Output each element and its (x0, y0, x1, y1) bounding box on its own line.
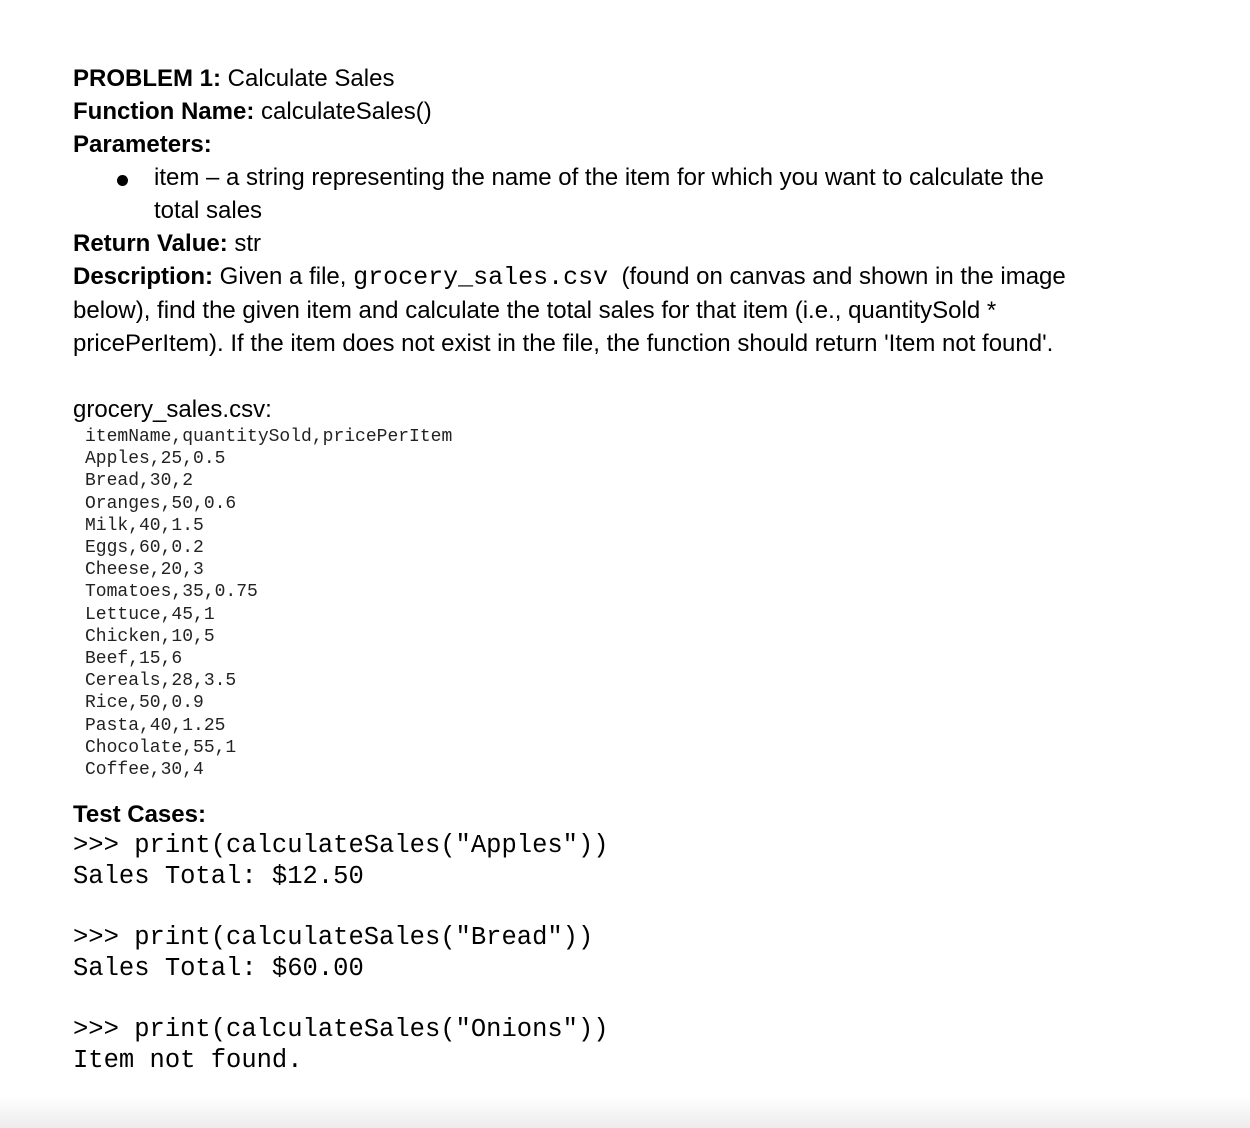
csv-content (85, 426, 1193, 781)
return-value-value: str (227, 230, 262, 257)
csv-line: Cereals,28,3.5 (85, 671, 237, 692)
csv-line: Chocolate,55,1 (85, 737, 237, 758)
csv-line: Rice,50,0.9 (85, 693, 204, 714)
csv-line: Oranges,50,0.6 (85, 493, 237, 514)
csv-title: grocery_sales.csv: (73, 396, 272, 423)
csv-line: Chicken,10,5 (85, 626, 215, 647)
csv-line: Apples,25,0.5 (85, 449, 226, 470)
return-value-row (73, 227, 1193, 260)
parameter-line-2: total sales (154, 197, 263, 224)
description-line-3: pricePerItem). If the item does not exist in the file, the function should return 'Item not found'. (73, 330, 1054, 357)
csv-line: Beef,15,6 (85, 649, 183, 670)
csv-line: Lettuce,45,1 (85, 604, 215, 625)
csv-line: Bread,30,2 (85, 471, 194, 492)
problem-heading-value: Calculate Sales (221, 65, 395, 92)
test-case (73, 923, 1193, 984)
description-label: Description: (73, 263, 214, 290)
test-output: Sales Total: $12.50 (73, 861, 364, 891)
test-call: >>> print(calculateSales("Bread")) (73, 923, 594, 953)
return-value-label: Return Value: (73, 230, 228, 257)
problem-heading-label: PROBLEM 1: (73, 65, 222, 92)
test-cases-title: Test Cases: (73, 801, 206, 829)
csv-line: Coffee,30,4 (85, 760, 204, 781)
assignment-document (73, 62, 1193, 1076)
test-call: >>> print(calculateSales("Apples")) (73, 831, 609, 861)
test-case (73, 1015, 1193, 1076)
description-part-1: Given a file, (213, 263, 354, 290)
bullet-icon (117, 175, 128, 186)
csv-line: Eggs,60,0.2 (85, 538, 204, 559)
parameters-label: Parameters: (73, 131, 212, 158)
description-part-2: (found on canvas and shown in the image (608, 263, 1066, 290)
description (73, 260, 1193, 360)
parameter-line-1: item – a string representing the name of the item for which you want to calculate the (154, 164, 1044, 191)
csv-line: Pasta,40,1.25 (85, 715, 226, 736)
csv-line: Milk,40,1.5 (85, 515, 204, 536)
function-name-label: Function Name: (73, 98, 255, 125)
csv-line: Tomatoes,35,0.75 (85, 582, 258, 603)
test-output: Sales Total: $60.00 (73, 953, 364, 983)
description-line-1 (73, 260, 1193, 294)
description-line-2: below), find the given item and calculate the total sales for that item (i.e., quantitySold * (73, 297, 997, 324)
page-bottom-shadow (0, 1096, 1250, 1128)
function-name-value: calculateSales() (254, 98, 432, 125)
function-name-row (73, 95, 1193, 128)
test-call: >>> print(calculateSales("Onions")) (73, 1015, 609, 1045)
csv-line: itemName,quantitySold,pricePerItem (85, 427, 453, 447)
csv-line: Cheese,20,3 (85, 560, 204, 581)
test-output: Item not found. (73, 1045, 303, 1075)
parameter-item (73, 161, 1193, 227)
description-filename: grocery_sales.csv (353, 263, 609, 292)
test-case (73, 831, 1193, 892)
problem-heading (73, 62, 1193, 95)
